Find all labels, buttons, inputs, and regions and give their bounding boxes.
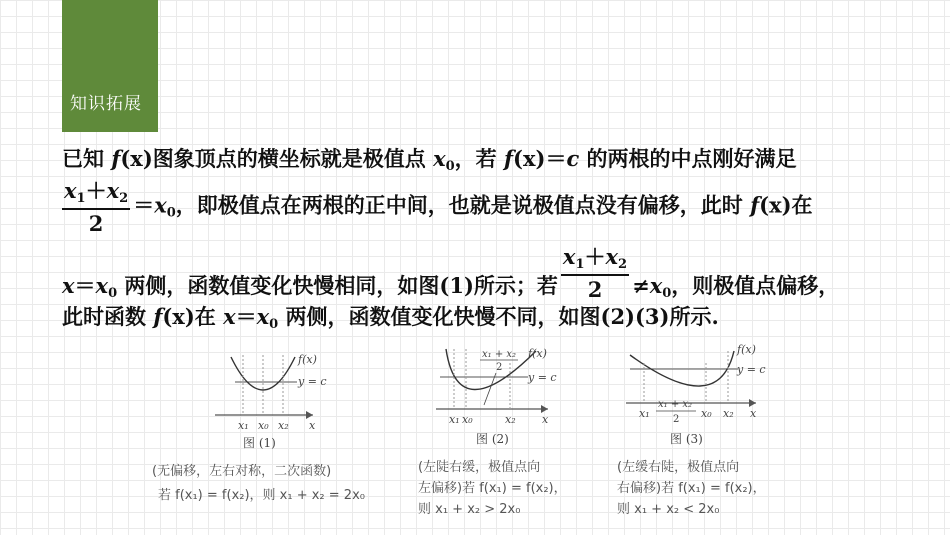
fx-label: f(x) bbox=[737, 343, 756, 356]
subscript: 1 bbox=[575, 256, 585, 272]
tick-x0: x₀ bbox=[701, 407, 712, 420]
x0-symbol: x bbox=[154, 192, 167, 218]
tick-x0: x₀ bbox=[462, 413, 473, 426]
plus-sign: ＋ bbox=[85, 178, 107, 203]
c-symbol: c bbox=[566, 146, 580, 171]
x-axis-label: x bbox=[750, 407, 757, 420]
denominator: 2 bbox=[587, 276, 603, 302]
tick-x1: x₁ bbox=[639, 407, 650, 420]
text: ，即极值点在两根的正中间，也就是说极值点没有偏移，此时 bbox=[175, 192, 751, 218]
fx-symbol: f bbox=[503, 146, 514, 171]
plus-sign: ＋ bbox=[584, 244, 606, 269]
figure-title: 图 (2) bbox=[476, 432, 509, 446]
frac-denominator: 2 bbox=[496, 362, 503, 373]
x1-symbol: x bbox=[64, 178, 77, 203]
x0-symbol: x bbox=[649, 272, 663, 298]
x1-symbol: x bbox=[562, 244, 576, 269]
figure-2 bbox=[432, 343, 562, 455]
tick-x2: x₂ bbox=[505, 413, 516, 426]
text: ＝ bbox=[74, 272, 96, 298]
subscript: 2 bbox=[119, 190, 129, 206]
figure-2-caption-3: 则 x₁ + x₂ > 2x₀ bbox=[418, 502, 521, 517]
text: (x) bbox=[759, 192, 792, 218]
figure-1-graph bbox=[205, 345, 380, 460]
subscript: 0 bbox=[108, 285, 118, 301]
fx-label: f(x) bbox=[528, 347, 547, 360]
tick-x1: x₁ bbox=[238, 419, 249, 432]
fraction-midpoint bbox=[62, 180, 130, 234]
subscript: 1 bbox=[76, 190, 86, 206]
subscript: 0 bbox=[166, 205, 176, 221]
figure-3-caption-2: 右偏移)若 f(x₁) = f(x₂)， bbox=[617, 481, 766, 496]
subscript: 0 bbox=[445, 158, 455, 174]
text: 已知 bbox=[62, 146, 112, 171]
figure-2-caption-1: (左陡右缓，极值点向 bbox=[418, 460, 541, 475]
denominator: 2 bbox=[88, 210, 104, 236]
x-axis-label: x bbox=[542, 413, 549, 426]
subscript: 0 bbox=[269, 316, 279, 332]
yc-label: y = c bbox=[737, 363, 766, 376]
x0-symbol: x bbox=[256, 304, 270, 329]
x-axis-label: x bbox=[309, 419, 316, 432]
paragraph-line-4 bbox=[62, 306, 719, 331]
figure-title: 图 (1) bbox=[243, 436, 276, 450]
subscript: 0 bbox=[662, 285, 672, 301]
text: ，若 bbox=[454, 146, 504, 171]
figure-title: 图 (3) bbox=[670, 432, 703, 446]
figure-3-caption-1: (左缓右陡，极值点向 bbox=[617, 460, 740, 475]
text: 此时函数 bbox=[62, 304, 154, 329]
tick-x2: x₂ bbox=[278, 419, 289, 432]
not-equal-sign: ≠ bbox=[632, 272, 650, 298]
paragraph-line-2 bbox=[62, 180, 813, 234]
figure-2-graph bbox=[432, 343, 562, 455]
text: 的两根的中点刚好满足 bbox=[579, 146, 797, 171]
figure-2-caption-2: 左偏移)若 f(x₁) = f(x₂)， bbox=[418, 481, 567, 496]
yc-label: y = c bbox=[528, 371, 557, 384]
x-symbol: x bbox=[223, 304, 236, 329]
text: 在 bbox=[194, 304, 224, 329]
tick-x0: x₀ bbox=[258, 419, 269, 432]
section-tab bbox=[62, 0, 158, 132]
x2-symbol: x bbox=[605, 244, 619, 269]
figure-3-caption-3: 则 x₁ + x₂ < 2x₀ bbox=[617, 502, 720, 517]
fx-label: f(x) bbox=[298, 353, 317, 366]
text: (x) bbox=[162, 304, 195, 329]
figure-1-caption-1: (无偏移，左右对称，二次函数) bbox=[152, 464, 332, 479]
text: ＝ bbox=[235, 304, 257, 329]
tick-x2: x₂ bbox=[723, 407, 734, 420]
fraction-midpoint bbox=[561, 246, 629, 300]
fx-symbol: f bbox=[750, 192, 760, 218]
x2-symbol: x bbox=[106, 178, 120, 203]
text: 两侧，函数值变化快慢相同，如图(1)所示；若 bbox=[117, 272, 558, 298]
frac-numerator: x₁ + x₂ bbox=[482, 349, 517, 360]
text: 图象顶点的横坐标就是极值点 bbox=[152, 146, 434, 171]
text: ，则极值点偏移， bbox=[671, 272, 840, 298]
fx-symbol: f bbox=[153, 304, 163, 329]
yc-label: y = c bbox=[298, 375, 327, 388]
text: (x) bbox=[120, 146, 153, 171]
text: 两侧，函数值变化快慢不同，如图(2)(3)所示. bbox=[278, 304, 719, 329]
paragraph-line-1 bbox=[62, 148, 797, 173]
figure-1-caption-2: 若 f(x₁) = f(x₂)，则 x₁ + x₂ = 2x₀ bbox=[158, 488, 365, 503]
text: 在 bbox=[791, 192, 813, 218]
x0-symbol: x bbox=[95, 272, 109, 298]
x0-symbol: x bbox=[433, 146, 446, 171]
text: (x) bbox=[513, 146, 546, 171]
frac-numerator: x₁ + x₂ bbox=[658, 399, 693, 410]
section-tab-label: 知识拓展 bbox=[70, 94, 142, 114]
frac-denominator: 2 bbox=[673, 414, 680, 425]
tick-x1: x₁ bbox=[449, 413, 460, 426]
text: ＝ bbox=[133, 192, 155, 218]
figure-1 bbox=[205, 345, 380, 460]
fx-symbol: f bbox=[111, 146, 121, 171]
subscript: 2 bbox=[618, 256, 628, 272]
x-symbol: x bbox=[62, 272, 75, 298]
figure-3-graph bbox=[622, 343, 782, 455]
paragraph-line-3 bbox=[62, 246, 839, 300]
figure-3 bbox=[622, 343, 782, 455]
text: ＝ bbox=[545, 146, 567, 171]
